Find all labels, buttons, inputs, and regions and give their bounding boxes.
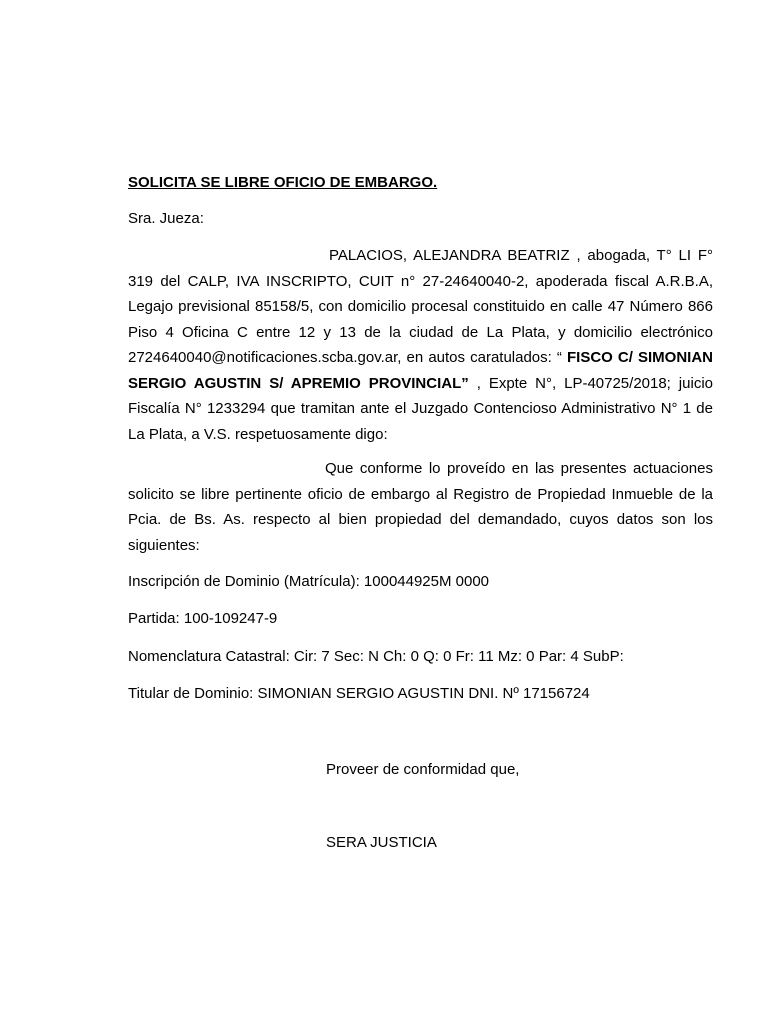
paragraph-introduction bbox=[128, 243, 713, 447]
salutation: Sra. Jueza: bbox=[128, 210, 204, 227]
closing-request: Proveer de conformidad que, bbox=[326, 761, 520, 778]
cadastral-line: Nomenclatura Catastral: Cir: 7 Sec: N Ch: 0 Q: 0 Fr: 11 Mz: 0 Par: 4 SubP: bbox=[128, 648, 624, 665]
introduction-text-end: , Expte N°, LP-40725/2018; juicio Fiscalía N° 1233294 que tramitan ante el Juzgado Contencioso Administrativo N° 1 de La Plata, a V.S. respetuosamente digo: bbox=[128, 374, 713, 443]
request-text: Que conforme lo proveído en las presentes actuaciones solicito se libre pertinente oficio de embargo al Registro de Propiedad Inmueble de la Pcia. de Bs. As. respecto al bien propiedad del demandado, cuyos datos son los siguientes: bbox=[128, 460, 713, 554]
parcel-line: Partida: 100-109247-9 bbox=[128, 610, 278, 627]
title-text: SOLICITA SE LIBRE OFICIO DE EMBARGO bbox=[128, 174, 434, 191]
owner-line: Titular de Dominio: SIMONIAN SERGIO AGUSTIN DNI. Nº 17156724 bbox=[128, 685, 590, 702]
paragraph-request bbox=[128, 456, 713, 558]
title-period: . bbox=[433, 174, 438, 191]
case-caption: FISCO C/ SIMONIAN SERGIO AGUSTIN S/ APREMIO PROVINCIAL” bbox=[128, 349, 714, 392]
registration-line: Inscripción de Dominio (Matrícula): 100044925M 0000 bbox=[128, 573, 490, 590]
introduction-text-start: PALACIOS, ALEJANDRA BEATRIZ , abogada, T° LI F° 319 del CALP, IVA INSCRIPTO, CUIT n° 27-24640040-2, apoderada fiscal A.R.B.A, Legajo previsional 85158/5, con domicilio procesal constituido en calle 47 Número 866 Piso 4 Oficina C entre 12 y 13 de la ciudad de La Plata, y domicilio electrónico 2724640040@notificaciones.scba.gov.ar, en autos caratulados: “ bbox=[128, 247, 713, 366]
document-title bbox=[128, 170, 437, 196]
closing-formula: SERA JUSTICIA bbox=[326, 834, 437, 851]
